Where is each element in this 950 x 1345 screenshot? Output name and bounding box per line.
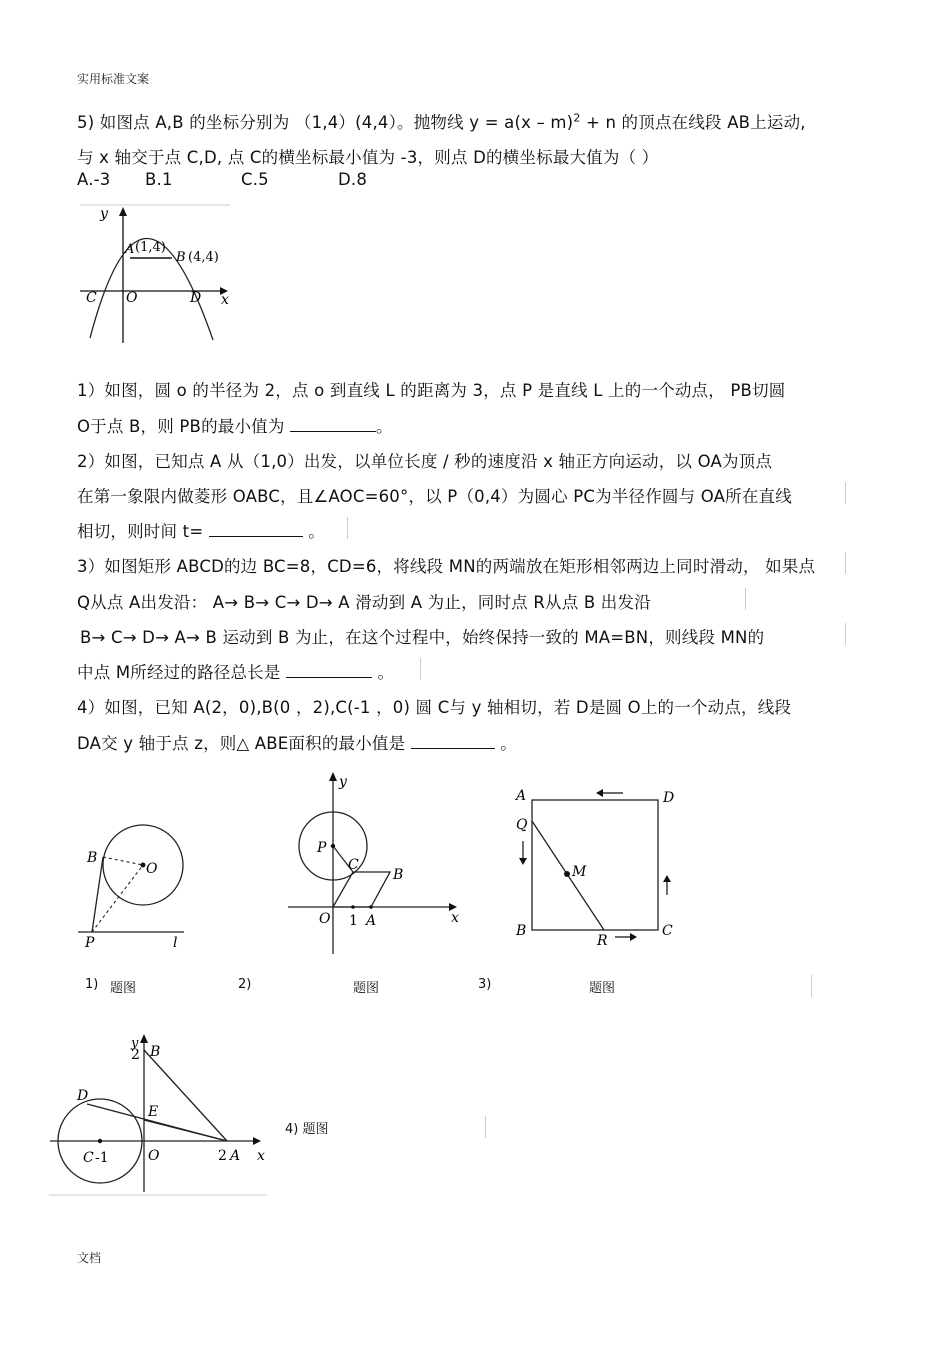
q2-line3-post: 。 [302,522,325,541]
fig5-label-b-coord: (4,4) [188,250,219,265]
q2-margin-mark-2 [347,517,348,539]
fig2-y-arrow [329,772,337,781]
fig1-radius-ob [103,857,143,865]
q1-line2-pre: O于点 B，则 PB的最小值为 [77,417,291,436]
q1-circle-figure [78,815,198,955]
q3-margin-mark-1 [845,552,846,574]
caption-margin-mark [811,975,812,997]
q3-line4 [77,659,394,683]
q3-line3: B→ C→ D→ A→ B 运动到 B 为止，在这个过程中，始终保持一致的 MA=BN，则线段 MN的 [80,628,765,647]
fig3-rectangle [532,800,658,930]
q5-line1-post: + n 的顶点在线段 AB上运动, [580,113,806,132]
fig3-label-m: M [572,864,587,880]
fig1-center-dot [141,863,146,868]
q4-circle-figure [47,1032,272,1202]
q2-line3 [77,518,325,542]
fig5-label-c: C [86,290,97,306]
fig4-label-b: B [150,1044,161,1060]
caption-1-number: 1) [85,977,99,992]
fig5-label-y: y [100,206,108,222]
q2-line1: 2）如图，已知点 A 从（1,0）出发，以单位长度 / 秒的速度沿 x 轴正方向运动，以 OA为顶点 [77,452,773,471]
q5-line1-pre: 5) 如图点 A,B 的坐标分别为 （1,4）(4,4）。抛物线 y = a(x – m) [77,113,574,132]
fig1-label-b: B [87,850,98,866]
q4-answer-blank [411,734,495,749]
q1-line1: 1）如图，圆 o 的半径为 2，点 o 到直线 L 的距离为 3，点 P 是直线 L 上的一个动点， PB切圆 [77,381,786,400]
fig4-segment-ea [144,1120,227,1141]
caption-1-text: 题图 [110,981,137,996]
q3-margin-mark-4 [420,658,421,680]
q3-margin-mark-3 [845,623,846,645]
page-footer: 文档 [77,1251,102,1265]
fig2-dot-a [369,905,373,909]
fig5-label-d: D [190,290,202,306]
q5-option-a: A.-3 [77,170,111,189]
fig2-dot-one [351,905,355,909]
fig1-label-l: l [173,935,178,951]
q3-line4-post: 。 [372,663,395,682]
fig4-label-two-y: 2 [131,1047,140,1063]
fig2-label-p: P [317,840,327,856]
fig5-label-a: A [125,242,135,257]
fig5-label-o: O [126,290,138,306]
q5-parabola-figure [78,198,238,348]
q5-option-b: B.1 [145,170,173,189]
fig3-label-d: D [663,790,675,806]
fig2-label-c: C [348,857,359,873]
fig5-label-b: B [176,250,186,265]
q5-option-d: D.8 [338,170,368,189]
fig4-label-y: y [131,1036,139,1051]
fig3-arrow-bottom-head [630,933,637,941]
page-header: 实用标准文案 [77,72,150,86]
q3-line4-pre: 中点 M所经过的路径总长是 [77,663,287,682]
fig4-x-arrow [253,1137,261,1145]
fig4-label-c: C [83,1150,94,1166]
fig2-label-o: O [319,911,331,927]
q5-line2: 与 x 轴交于点 C,D, 点 C的横坐标最小值为 -3，则点 D的横坐标最大值为（ ） [77,148,659,167]
fig4-segment-ab [144,1050,227,1141]
fig1-label-o: O [146,861,158,877]
q3-margin-mark-2 [745,588,746,610]
q5-option-c: C.5 [241,170,269,189]
fig2-label-x: x [451,910,459,926]
q2-line3-pre: 相切，则时间 t= [77,522,209,541]
fig4-label-x: x [257,1148,265,1164]
fig5-label-a-coord: (1,4) [135,240,166,255]
caption-4-margin-mark [485,1116,486,1138]
fig2-dot-p [331,844,335,848]
fig4-center-dot [98,1139,102,1143]
q2-line2: 在第一象限内做菱形 OABC，且∠AOC=60°，以 P（0,4）为圆心 PC为半径作圆与 OA所在直线 [77,487,792,506]
q1-answer-blank [290,417,376,432]
caption-3-text: 题图 [589,981,616,996]
q4-line2-pre: DA交 y 轴于点 z，则△ ABE面积的最小值是 [77,734,411,753]
q3-rectangle-figure [510,783,685,948]
fig3-arrow-left-head [519,858,527,865]
caption-3-number: 3) [478,977,492,992]
fig3-label-q: Q [516,817,528,833]
q2-margin-mark [845,482,846,504]
fig4-label-d: D [77,1088,89,1104]
fig4-label-minus-one: -1 [95,1150,109,1166]
fig3-label-a: A [516,788,527,804]
fig2-label-y: y [339,774,347,790]
q3-answer-blank [286,663,372,678]
q3-line2: Q从点 A出发沿： A→ B→ C→ D→ A 滑动到 A 为止，同时点 R从点 B 出发沿 [77,593,651,612]
fig4-label-o: O [148,1148,160,1164]
fig2-label-a: A [366,913,377,929]
caption-2-number: 2) [238,977,252,992]
fig4-label-e: E [148,1104,159,1120]
q2-rhombus-figure [285,768,470,958]
q3-line1: 3）如图矩形 ABCD的边 BC=8，CD=6，将线段 MN的两端放在矩形相邻两边上同时滑动， 如果点 [77,557,816,576]
q4-line2-post: 。 [494,734,517,753]
fig4-y-arrow [140,1034,148,1043]
fig2-rhombus [333,872,390,907]
fig3-label-r: R [597,933,608,948]
q4-line1: 4）如图，已知 A(2，0),B(0 ，2),C(-1 ，0) 圆 C与 y 轴相切，若 D是圆 O上的一个动点，线段 [77,698,792,717]
fig2-label-b: B [393,867,404,883]
fig3-arrow-right-head [663,875,671,882]
q5-line1 [77,109,806,133]
q1-line2-post: 。 [376,417,393,436]
q2-answer-blank [209,522,303,537]
fig4-label-two-x: 2 [218,1148,227,1164]
fig1-label-p: P [85,935,95,951]
fig1-tangent-pb [92,857,103,932]
fig5-label-x: x [221,292,229,308]
fig3-arrow-top-head [596,789,603,797]
q5-exponent: 2 [573,111,581,125]
q1-line2 [77,413,393,437]
fig3-midpoint-m [564,871,570,877]
fig3-label-c: C [662,923,673,939]
fig3-label-b: B [516,923,527,939]
fig2-label-one: 1 [349,913,358,929]
fig1-segment-op [92,865,143,932]
caption-2-text: 题图 [353,981,380,996]
fig4-label-a: A [230,1148,241,1164]
q4-line2 [77,730,517,754]
caption-4: 4) 题图 [285,1122,329,1137]
fig5-y-arrow [119,207,127,216]
